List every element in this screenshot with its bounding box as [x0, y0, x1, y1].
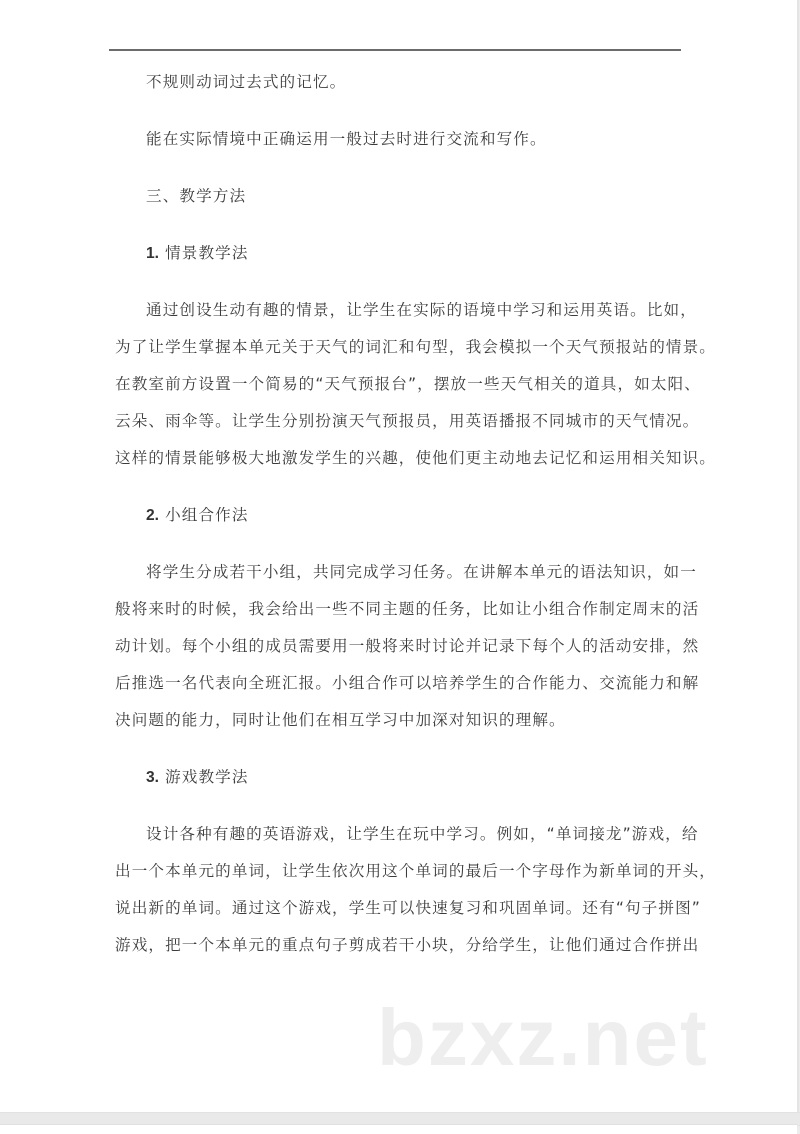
text-line: 能在实际情境中正确运用一般过去时进行交流和写作。 — [146, 130, 547, 148]
method-title: 小组合作法 — [165, 506, 249, 524]
method-number: 3. — [146, 769, 160, 786]
method-title: 情景教学法 — [165, 244, 249, 262]
paragraph-line: 决问题的能力，同时让他们在相互学习中加深对知识的理解。 — [115, 711, 566, 729]
method-title: 游戏教学法 — [165, 768, 249, 786]
paragraph-line: 通过创设生动有趣的情景，让学生在实际的语境中学习和运用英语。比如， — [146, 301, 697, 319]
method-number: 2. — [146, 507, 160, 524]
method-heading-3 — [146, 765, 249, 787]
watermark: bzxz.net — [377, 993, 709, 1082]
paragraph-line: 出一个本单元的单词，让学生依次用这个单词的最后一个字母作为新单词的开头， — [115, 862, 716, 880]
header-rule — [109, 49, 681, 51]
method-number: 1. — [146, 245, 160, 262]
paragraph-line: 说出新的单词。通过这个游戏，学生可以快速复习和巩固单词。还有“句子拼图” — [115, 899, 701, 917]
section-heading: 三、教学方法 — [146, 187, 247, 205]
method-heading-2 — [146, 503, 249, 525]
paragraph-line: 在教室前方设置一个简易的“天气预报台”，摆放一些天气相关的道具，如太阳、 — [115, 375, 701, 393]
text-line: 不规则动词过去式的记忆。 — [146, 73, 347, 91]
paragraph-line: 云朵、雨伞等。让学生分别扮演天气预报员，用英语播报不同城市的天气情况。 — [115, 412, 700, 430]
method-heading-1 — [146, 241, 249, 263]
paragraph-line: 将学生分成若干小组，共同完成学习任务。在讲解本单元的语法知识，如一 — [146, 563, 697, 581]
paragraph-line: 游戏，把一个本单元的重点句子剪成若干小块，分给学生，让他们通过合作拼出 — [115, 936, 700, 954]
paragraph-line: 这样的情景能够极大地激发学生的兴趣，使他们更主动地去记忆和运用相关知识。 — [115, 449, 716, 467]
paragraph-line: 般将来时的时候，我会给出一些不同主题的任务，比如让小组合作制定周末的活 — [115, 600, 700, 618]
paragraph-line: 为了让学生掌握本单元关于天气的词汇和句型，我会模拟一个天气预报站的情景。 — [115, 338, 716, 356]
paragraph-line: 设计各种有趣的英语游戏，让学生在玩中学习。例如，“单词接龙”游戏，给 — [146, 825, 699, 843]
paragraph-line: 后推选一名代表向全班汇报。小组合作可以培养学生的合作能力、交流能力和解 — [115, 674, 700, 692]
next-page-edge — [0, 1124, 797, 1134]
paragraph-line: 动计划。每个小组的成员需要用一般将来时讨论并记录下每个人的活动安排，然 — [115, 637, 700, 655]
